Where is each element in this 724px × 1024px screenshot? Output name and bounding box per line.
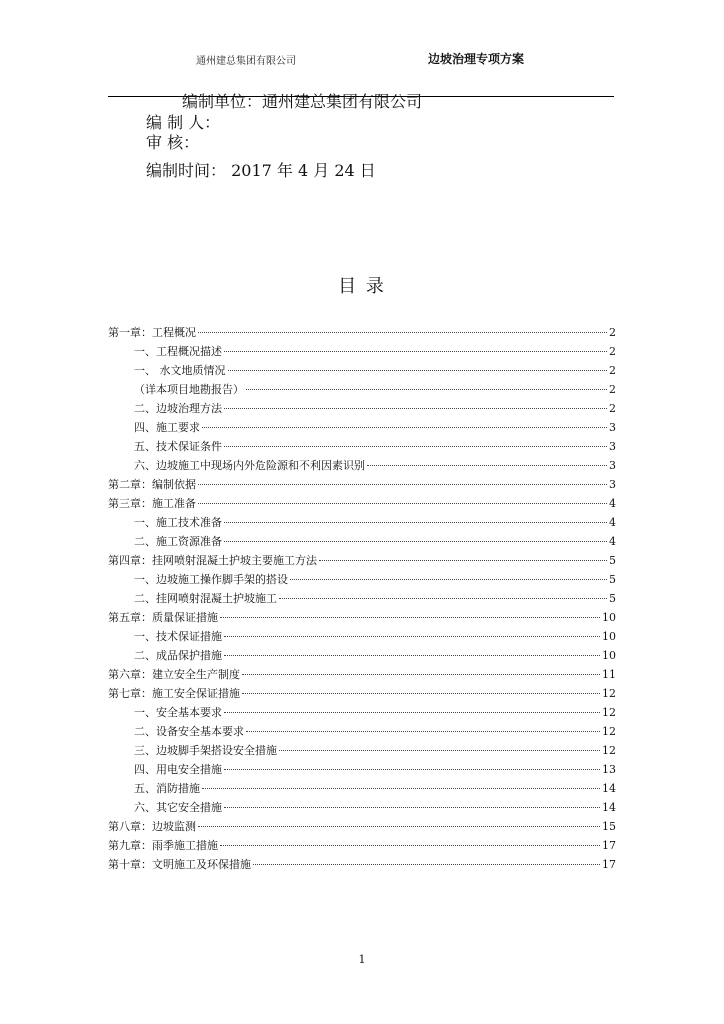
toc-leader-dots [290, 579, 607, 580]
page-number: 1 [358, 953, 366, 966]
toc-title: 目 录 [338, 276, 386, 297]
toc-entry-page: 10 [602, 611, 616, 624]
toc-leader-dots [253, 864, 600, 865]
toc-leader-dots [224, 655, 600, 656]
toc-leader-dots [246, 389, 607, 390]
toc-leader-dots [224, 769, 600, 770]
toc-entry[interactable] [108, 741, 616, 760]
toc-entry-label: 四、用电安全措施 [134, 763, 222, 776]
toc-leader-dots [220, 845, 600, 846]
toc-entry-label: 六、边坡施工中现场内外危险源和不利因素识别 [134, 459, 365, 472]
toc-leader-dots [242, 693, 600, 694]
toc-leader-dots [202, 788, 600, 789]
toc-entry-page: 5 [609, 573, 616, 586]
toc-leader-dots [202, 427, 607, 428]
toc-entry[interactable] [108, 722, 616, 741]
toc-entry-label: 第五章：质量保证措施 [108, 611, 218, 624]
toc-entry[interactable] [108, 323, 616, 342]
toc-entry-page: 3 [609, 478, 616, 491]
toc-entry-page: 12 [602, 744, 616, 757]
meta-author: 编 制 人： [146, 113, 221, 132]
table-of-contents [108, 323, 616, 874]
toc-entry-label: （详本项目地勘报告） [134, 383, 244, 396]
toc-entry[interactable] [108, 418, 616, 437]
toc-entry[interactable] [108, 855, 616, 874]
toc-entry[interactable] [108, 665, 616, 684]
toc-entry-page: 14 [602, 782, 616, 795]
toc-entry-label: 一、 水文地质情况 [134, 364, 226, 377]
toc-entry[interactable] [108, 817, 616, 836]
toc-entry-page: 2 [609, 326, 616, 339]
toc-entry-page: 14 [602, 801, 616, 814]
meta-reviewer: 审 核： [146, 133, 200, 152]
toc-leader-dots [242, 674, 600, 675]
toc-leader-dots [224, 712, 600, 713]
toc-entry-label: 一、施工技术准备 [134, 516, 222, 529]
toc-entry-page: 2 [609, 402, 616, 415]
toc-entry-page: 2 [609, 383, 616, 396]
toc-leader-dots [228, 370, 608, 371]
toc-entry-label: 二、设备安全基本要求 [134, 725, 244, 738]
toc-leader-dots [224, 408, 607, 409]
toc-entry[interactable] [108, 399, 616, 418]
toc-entry[interactable] [108, 380, 616, 399]
toc-entry-page: 11 [602, 668, 616, 681]
toc-entry-page: 17 [602, 858, 616, 871]
toc-entry[interactable] [108, 494, 616, 513]
toc-entry-label: 四、施工要求 [134, 421, 200, 434]
toc-entry-label: 一、技术保证措施 [134, 630, 222, 643]
toc-entry[interactable] [108, 589, 616, 608]
toc-entry-page: 5 [609, 554, 616, 567]
toc-entry[interactable] [108, 513, 616, 532]
toc-leader-dots [198, 332, 607, 333]
toc-entry[interactable] [108, 646, 616, 665]
toc-entry-page: 5 [609, 592, 616, 605]
toc-entry-page: 12 [602, 687, 616, 700]
toc-entry-page: 4 [609, 516, 616, 529]
toc-entry-page: 3 [609, 440, 616, 453]
toc-entry[interactable] [108, 342, 616, 361]
toc-entry-label: 五、消防措施 [134, 782, 200, 795]
toc-entry-page: 17 [602, 839, 616, 852]
toc-entry-page: 10 [602, 630, 616, 643]
toc-entry-label: 第一章：工程概况 [108, 326, 196, 339]
toc-entry-label: 第八章：边坡监测 [108, 820, 196, 833]
toc-entry-page: 4 [609, 535, 616, 548]
toc-entry-label: 一、边坡施工操作脚手架的搭设 [134, 573, 288, 586]
toc-entry[interactable] [108, 551, 616, 570]
toc-entry[interactable] [108, 361, 616, 380]
toc-entry-label: 第六章：建立安全生产制度 [108, 668, 240, 681]
toc-entry-label: 六、其它安全措施 [134, 801, 222, 814]
toc-entry-label: 第四章：挂网喷射混凝土护坡主要施工方法 [108, 554, 317, 567]
toc-entry[interactable] [108, 570, 616, 589]
meta-unit: 编制单位：通州建总集团有限公司 [182, 92, 423, 111]
toc-entry[interactable] [108, 703, 616, 722]
toc-leader-dots [224, 636, 600, 637]
toc-entry-page: 3 [609, 459, 616, 472]
toc-entry-label: 第九章：雨季施工措施 [108, 839, 218, 852]
toc-leader-dots [198, 503, 607, 504]
toc-entry-label: 第三章：施工准备 [108, 497, 196, 510]
toc-entry-label: 一、安全基本要求 [134, 706, 222, 719]
toc-leader-dots [224, 351, 607, 352]
toc-entry[interactable] [108, 475, 616, 494]
toc-entry[interactable] [108, 532, 616, 551]
toc-leader-dots [224, 541, 607, 542]
toc-leader-dots [279, 598, 607, 599]
toc-leader-dots [319, 560, 607, 561]
toc-entry-label: 二、边坡治理方法 [134, 402, 222, 415]
toc-entry-page: 13 [602, 763, 616, 776]
toc-entry-page: 3 [609, 421, 616, 434]
toc-entry-label: 第二章：编制依据 [108, 478, 196, 491]
header-doc-title: 边坡治理专项方案 [428, 52, 525, 66]
toc-entry-label: 五、技术保证条件 [134, 440, 222, 453]
toc-leader-dots [198, 484, 607, 485]
toc-entry-page: 4 [609, 497, 616, 510]
toc-entry-label: 三、边坡脚手架搭设安全措施 [134, 744, 277, 757]
toc-leader-dots [246, 731, 600, 732]
toc-entry-page: 12 [602, 725, 616, 738]
toc-entry-label: 二、施工资源准备 [134, 535, 222, 548]
toc-entry-label: 第十章：文明施工及环保措施 [108, 858, 251, 871]
toc-leader-dots [224, 807, 600, 808]
toc-leader-dots [279, 750, 600, 751]
toc-leader-dots [198, 826, 600, 827]
header-company: 通州建总集团有限公司 [196, 56, 296, 67]
toc-entry[interactable] [108, 456, 616, 475]
toc-entry[interactable] [108, 779, 616, 798]
toc-entry[interactable] [108, 798, 616, 817]
toc-entry[interactable] [108, 437, 616, 456]
toc-entry[interactable] [108, 836, 616, 855]
toc-entry-page: 2 [609, 364, 616, 377]
toc-entry[interactable] [108, 608, 616, 627]
toc-entry-page: 15 [602, 820, 616, 833]
toc-leader-dots [220, 617, 600, 618]
toc-entry-page: 2 [609, 345, 616, 358]
toc-leader-dots [367, 465, 607, 466]
meta-date: 编制时间： 2017 年 4 月 24 日 [146, 161, 376, 180]
toc-entry-label: 一、工程概况描述 [134, 345, 222, 358]
toc-entry-label: 第七章：施工安全保证措施 [108, 687, 240, 700]
toc-leader-dots [224, 522, 607, 523]
toc-entry-label: 二、挂网喷射混凝土护坡施工 [134, 592, 277, 605]
toc-entry-page: 12 [602, 706, 616, 719]
toc-entry-label: 二、成品保护措施 [134, 649, 222, 662]
toc-entry[interactable] [108, 684, 616, 703]
toc-entry-page: 10 [602, 649, 616, 662]
toc-entry[interactable] [108, 760, 616, 779]
toc-entry[interactable] [108, 627, 616, 646]
toc-leader-dots [224, 446, 607, 447]
